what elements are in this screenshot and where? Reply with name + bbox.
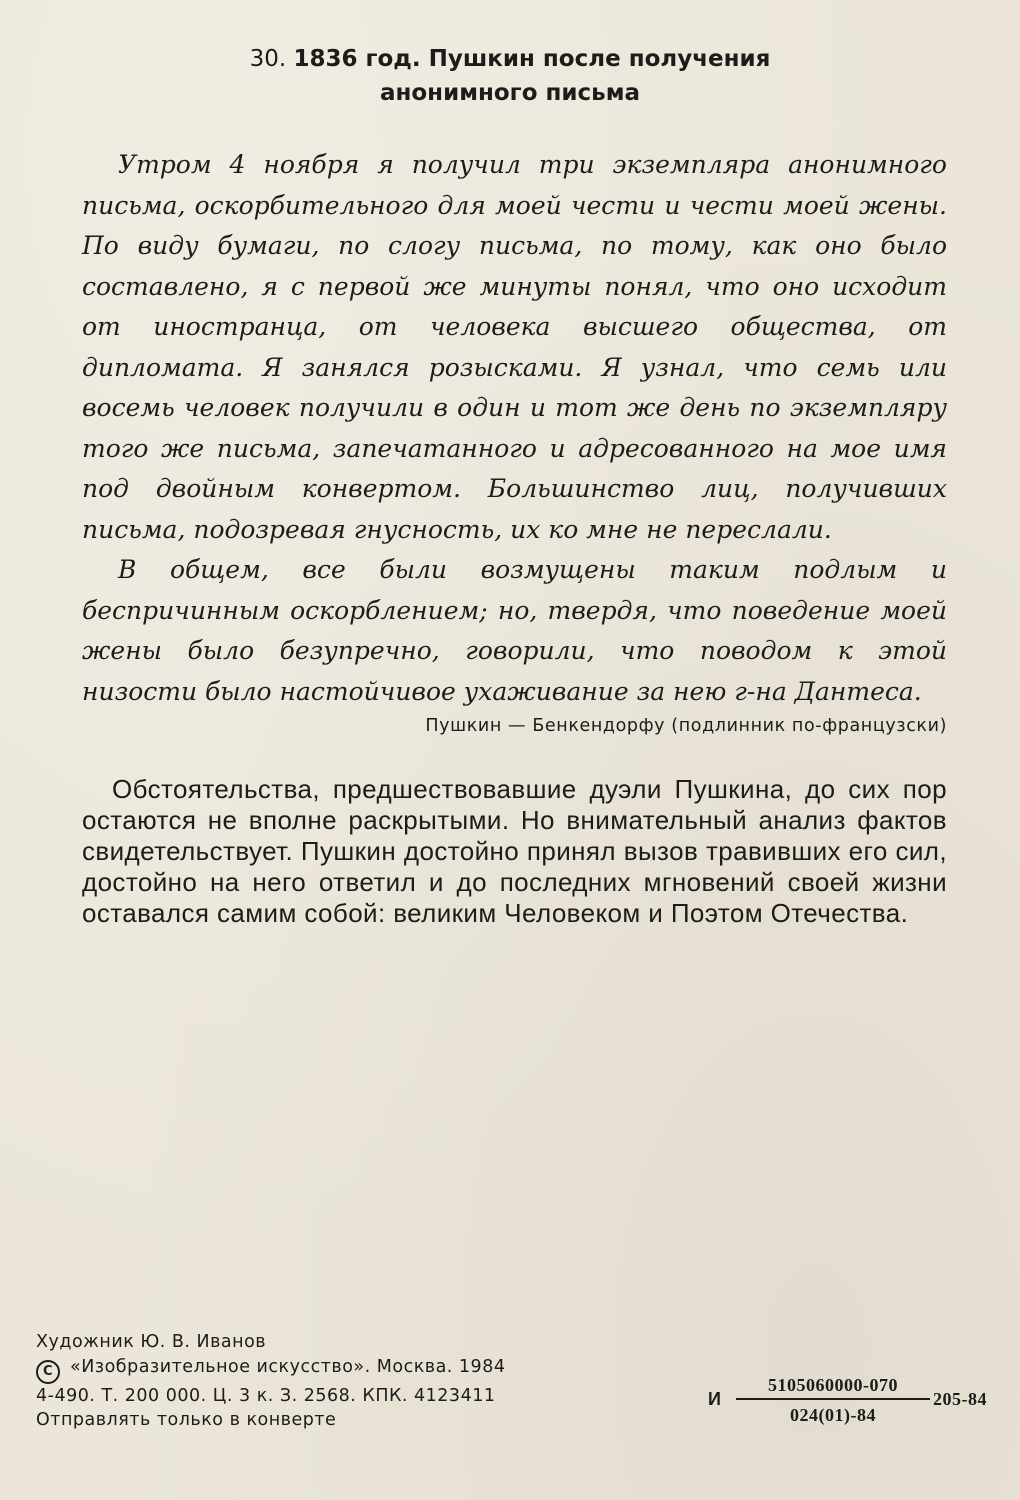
- title-line-1: [0, 42, 1020, 76]
- quote-block: [82, 145, 947, 712]
- copyright-icon: C: [36, 1360, 60, 1384]
- title-line-2: анонимного письма: [379, 80, 641, 106]
- imprint-publisher-line: [36, 1355, 505, 1384]
- quote-attribution: Пушкин — Бенкендорфу (подлинник по-французски): [425, 716, 947, 736]
- imprint-publisher: «Изобразительное искусство». Москва. 1984: [70, 1356, 506, 1377]
- quote-paragraph-1: Утром 4 ноября я получил три экземпляра анонимного письма, оскорбительного для моей чести и чести моей жены. По виду бумаги, по слогу письма, по тому, как оно было составлено, я с первой же минуты понял, что оно исходит от иностранца, от человека высшего общества, от дипломата. Я занялся розысками. Я узнал, что семь или восемь человек получили в один и тот же день по экземпляру того же письма, запечатанного и адресованного на мое имя под двойным конвертом. Большинство лиц, получивших письма, подозревая гнусность, их ко мне не переслали.: [82, 150, 947, 544]
- commentary-block: [82, 774, 947, 929]
- card-number: 30.: [249, 46, 287, 72]
- commentary-text: Обстоятельства, предшествовавшие дуэли Пушкина, до сих пор остаются не вполне раскрытыми. Но внимательный анализ фактов свидетельствует. Пушкин достойно принял вызов травивших его сил, достойно на него ответил и до последних мгновений своей жизни оставался самим собой: великим Человеком и Поэтом Отечества.: [82, 774, 947, 928]
- quote-paragraph-2: В общем, все были возмущены таким подлым и беспричинным оскорблением; но, твердя, что поведение моей жены было безупречно, говорили, что поводом к этой низости было настойчивое ухаживание за нею г-на Дантеса.: [82, 555, 947, 706]
- catalog-index-letter: И: [708, 1389, 721, 1409]
- imprint-mailing-note: Отправлять только в конверте: [36, 1410, 337, 1430]
- imprint-block: [36, 1330, 505, 1433]
- imprint-print-info: 4-490. Т. 200 000. Ц. 3 к. З. 2568. КПК. 4123411: [36, 1385, 496, 1406]
- imprint-artist: Художник Ю. В. Иванов: [36, 1332, 267, 1352]
- catalog-index-denominator: 024(01)-84: [790, 1405, 876, 1425]
- catalog-index: [708, 1372, 1008, 1442]
- catalog-index-numerator: 5105060000-070: [736, 1372, 930, 1400]
- catalog-index-fraction: [736, 1372, 930, 1428]
- catalog-index-suffix: 205-84: [933, 1389, 987, 1409]
- page-title: [0, 42, 1020, 110]
- title-text: 1836 год. Пушкин после получения: [293, 46, 771, 72]
